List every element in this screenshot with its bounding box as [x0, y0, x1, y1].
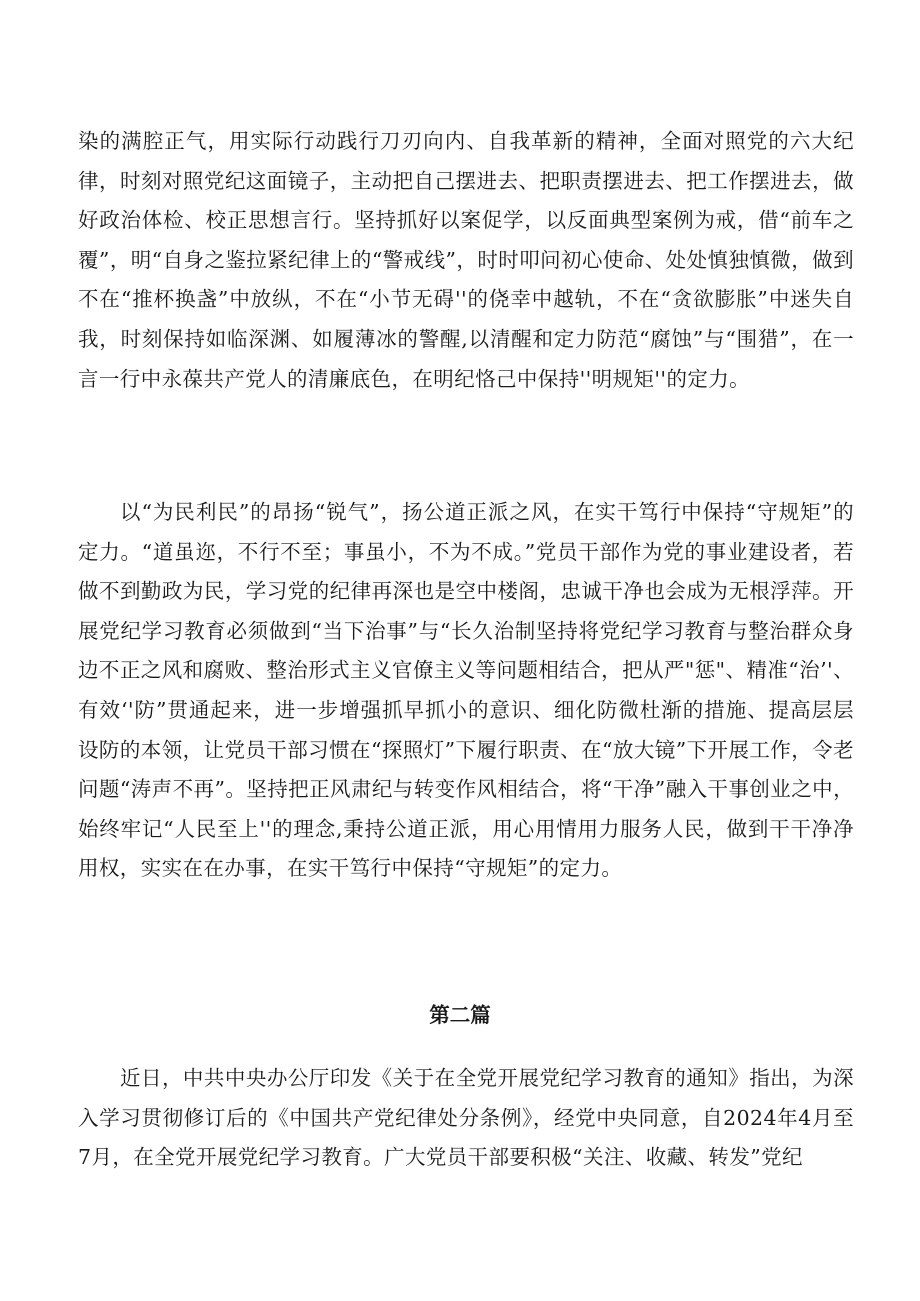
- body-paragraph-2: 以“为民利民”的昂扬“锐气”，扬公道正派之风，在实干笃行中保持“守规矩”的定力。“道虽迩，不行不至；事虽小，不为不成。”党员干部作为党的事业建设者，若做不到勤政为民，学习党的纪律再深也是空中楼阁，忠诚干净也会成为无根浮萍。开展党纪学习教育必须做到“当下治事”与“长久治制坚持将党纪学习教育与整治群众身边不正之风和腐败、整治形式主义官僚主义等问题相结合，把从严"惩"、精准“治’'、有效‘'防”贯通起来，进一步增强抓早抓小的意识、细化防微杜渐的措施、提高层层设防的本领，让党员干部习惯在“探照灯”下履行职责、在“放大镜”下开展工作，令老问题“涛声不再”。坚持把正风肃纪与转变作风相结合，将“干净”融入干事创业之中，始终牢记“人民至上''的理念,秉持公道正派，用心用情用力服务人民，做到干干净净用权，实实在在办事，在实干笃行中保持“守规矩”的定力。: [78, 500, 854, 881]
- section-heading: 第二篇: [429, 1003, 491, 1027]
- body-paragraph-3: 近日，中共中央办公厅印发《关于在全党开展党纪学习教育的通知》指出，为深入学习贯彻修订后的《中国共产党纪律处分条例》，经党中央同意，自2024年4月至7月，在全党开展党纪学习教育。广大党员干部要积极“关注、收藏、转发”党纪: [78, 1066, 854, 1170]
- body-paragraph-1: 染的满腔正气，用实际行动践行刀刃向内、自我革新的精神，全面对照党的六大纪律，时刻对照党纪这面镜子，主动把自己摆进去、把职责摆进去、把工作摆进去，做好政治体检、校正思想言行。坚持抓好以案促学，以反面典型案例为戒，借“前车之覆”，明“自身之鉴拉紧纪律上的“警戒线”，时时叩问初心使命、处处慎独慎微，做到不在“推杯换盏”中放纵，不在“小节无碍''的侥幸中越轨，不在“贪欲膨胀”中迷失自我，时刻保持如临深渊、如履薄冰的警醒,以清醒和定力防范“腐蚀”与“围猎”，在一言一行中永葆共产党人的清廉底色，在明纪恪己中保持''明规矩''的定力。: [78, 129, 854, 391]
